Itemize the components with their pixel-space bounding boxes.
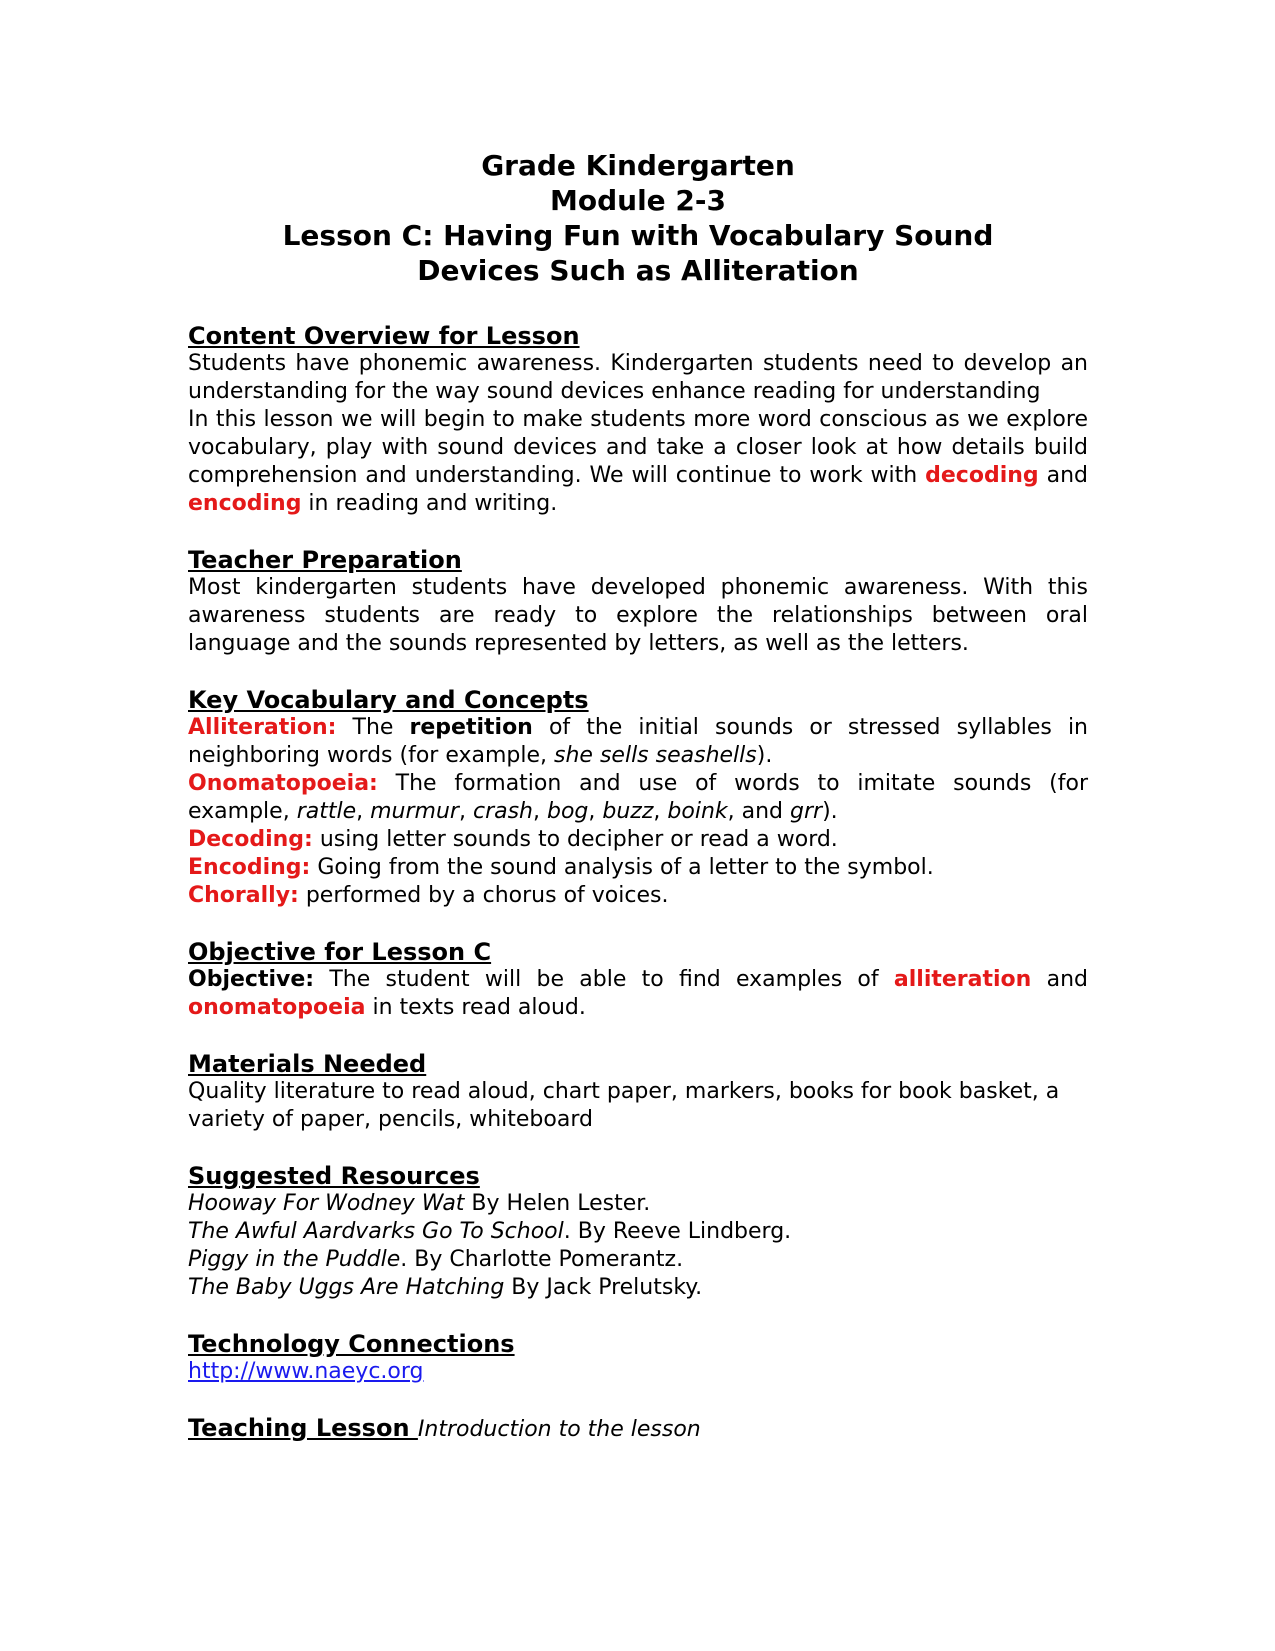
vocab-text: , — [653, 799, 668, 824]
vocab-text: ). — [756, 743, 773, 768]
vocab-text: The — [336, 715, 410, 740]
title-grade: Grade Kindergarten — [481, 149, 795, 182]
key-vocabulary-heading: Key Vocabulary and Concepts — [188, 686, 589, 714]
vocab-text: using letter sounds to decipher or read a word. — [312, 827, 838, 852]
content-overview-heading: Content Overview for Lesson — [188, 322, 580, 350]
teaching-lesson-heading: Teaching Lesson — [188, 1414, 418, 1442]
alliteration-example: she sells seashells — [554, 743, 757, 768]
objective-text: and — [1031, 967, 1088, 992]
onomatopoeia-term: Onomatopoeia: — [188, 771, 378, 796]
overview-paragraph-2 — [188, 406, 1088, 518]
onomatopoeia-highlight: onomatopoeia — [188, 995, 366, 1020]
objective-paragraph — [188, 966, 1088, 1022]
vocab-text: of the initial sounds or stressed syllables in neighboring words (for example, — [188, 715, 1089, 768]
vocab-text: performed by a chorus of voices. — [298, 883, 669, 908]
objective-label: Objective: — [188, 967, 315, 992]
resource-item — [188, 1274, 1088, 1302]
vocab-text: , — [533, 799, 547, 824]
vocab-text: , — [588, 799, 603, 824]
technology-heading: Technology Connections — [188, 1330, 515, 1358]
resource-item — [188, 1218, 1088, 1246]
vocab-text: Going from the sound analysis of a letter to the symbol. — [310, 855, 934, 880]
example-word: boink — [667, 799, 728, 824]
objective-heading: Objective for Lesson C — [188, 938, 492, 966]
technology-link-line — [188, 1358, 1088, 1386]
teaching-lesson-section — [188, 1414, 1088, 1444]
vocab-text: , — [356, 799, 371, 824]
title-module: Module 2-3 — [550, 184, 726, 217]
example-word: murmur — [370, 799, 459, 824]
objective-section — [188, 938, 1088, 1022]
decoding-highlight: decoding — [925, 463, 1039, 488]
resources-section — [188, 1162, 1088, 1302]
example-word: rattle — [296, 799, 357, 824]
title-lesson: Lesson C: Having Fun with Vocabulary Sound — [282, 219, 994, 252]
document-title — [188, 148, 1088, 288]
book-author: By Jack Prelutsky. — [504, 1275, 703, 1300]
alliteration-term: Alliteration: — [188, 715, 337, 740]
decoding-term: Decoding: — [188, 827, 313, 852]
book-title: Piggy in the Puddle — [188, 1247, 401, 1272]
vocab-encoding — [188, 854, 1088, 882]
example-word: bog — [547, 799, 589, 824]
content-overview-section — [188, 322, 1088, 518]
objective-text: The student will be able to find examples of — [314, 967, 894, 992]
naeyc-link[interactable]: http://www.naeyc.org — [188, 1359, 424, 1384]
encoding-highlight: encoding — [188, 491, 302, 516]
vocab-text: ). — [822, 799, 838, 824]
teaching-lesson-subtitle: Introduction to the lesson — [417, 1417, 701, 1442]
example-word: grr — [790, 799, 823, 824]
vocab-text: The formation and use of words to imitate sounds (for example, — [188, 771, 1088, 824]
chorally-term: Chorally: — [188, 883, 299, 908]
encoding-term: Encoding: — [188, 855, 311, 880]
document-page — [188, 148, 1088, 1472]
vocab-alliteration — [188, 714, 1088, 770]
book-title: Hooway For Wodney Wat — [188, 1191, 465, 1216]
teacher-preparation-section — [188, 546, 1088, 658]
teacher-preparation-heading: Teacher Preparation — [188, 546, 462, 574]
title-lesson-cont: Devices Such as Alliteration — [417, 254, 859, 287]
materials-section — [188, 1050, 1088, 1134]
teacher-preparation-paragraph: Most kindergarten students have developed phonemic awareness. With this awareness students are ready to explore the relationships between oral language and the sounds represented by letters, as well as the letters. — [188, 575, 1088, 656]
key-vocabulary-section — [188, 686, 1088, 910]
overview-text: in reading and writing. — [301, 491, 558, 516]
vocab-onomatopoeia — [188, 770, 1088, 826]
vocab-text: , and — [727, 799, 791, 824]
vocab-decoding — [188, 826, 1088, 854]
book-author: . By Charlotte Pomerantz. — [400, 1247, 684, 1272]
alliteration-highlight: alliteration — [893, 967, 1032, 992]
teaching-lesson-line — [188, 1414, 1088, 1444]
book-title: The Baby Uggs Are Hatching — [188, 1275, 505, 1300]
materials-heading: Materials Needed — [188, 1050, 427, 1078]
book-author: By Helen Lester. — [464, 1191, 651, 1216]
resource-item — [188, 1190, 1088, 1218]
resources-heading: Suggested Resources — [188, 1162, 480, 1190]
example-word: crash — [472, 799, 533, 824]
book-title: The Awful Aardvarks Go To School — [188, 1219, 564, 1244]
technology-section — [188, 1330, 1088, 1386]
overview-paragraph-1: Students have phonemic awareness. Kindergarten students need to develop an understanding for the way sound devices enhance reading for understanding — [188, 351, 1088, 404]
vocab-chorally — [188, 882, 1088, 910]
repetition-bold: repetition — [409, 715, 533, 740]
vocab-text: , — [458, 799, 473, 824]
overview-text: and — [1038, 463, 1088, 488]
objective-text: in texts read aloud. — [365, 995, 586, 1020]
materials-paragraph: Quality literature to read aloud, chart paper, markers, books for book basket, a variety of paper, pencils, whiteboard — [188, 1079, 1060, 1132]
resource-item — [188, 1246, 1088, 1274]
book-author: . By Reeve Lindberg. — [563, 1219, 792, 1244]
example-word: buzz — [602, 799, 654, 824]
overview-text: In this lesson we will begin to make students more word conscious as we explore vocabulary, play with sound devices and take a closer look at how details build comprehension and understanding. We will continue to work with — [188, 407, 1088, 488]
